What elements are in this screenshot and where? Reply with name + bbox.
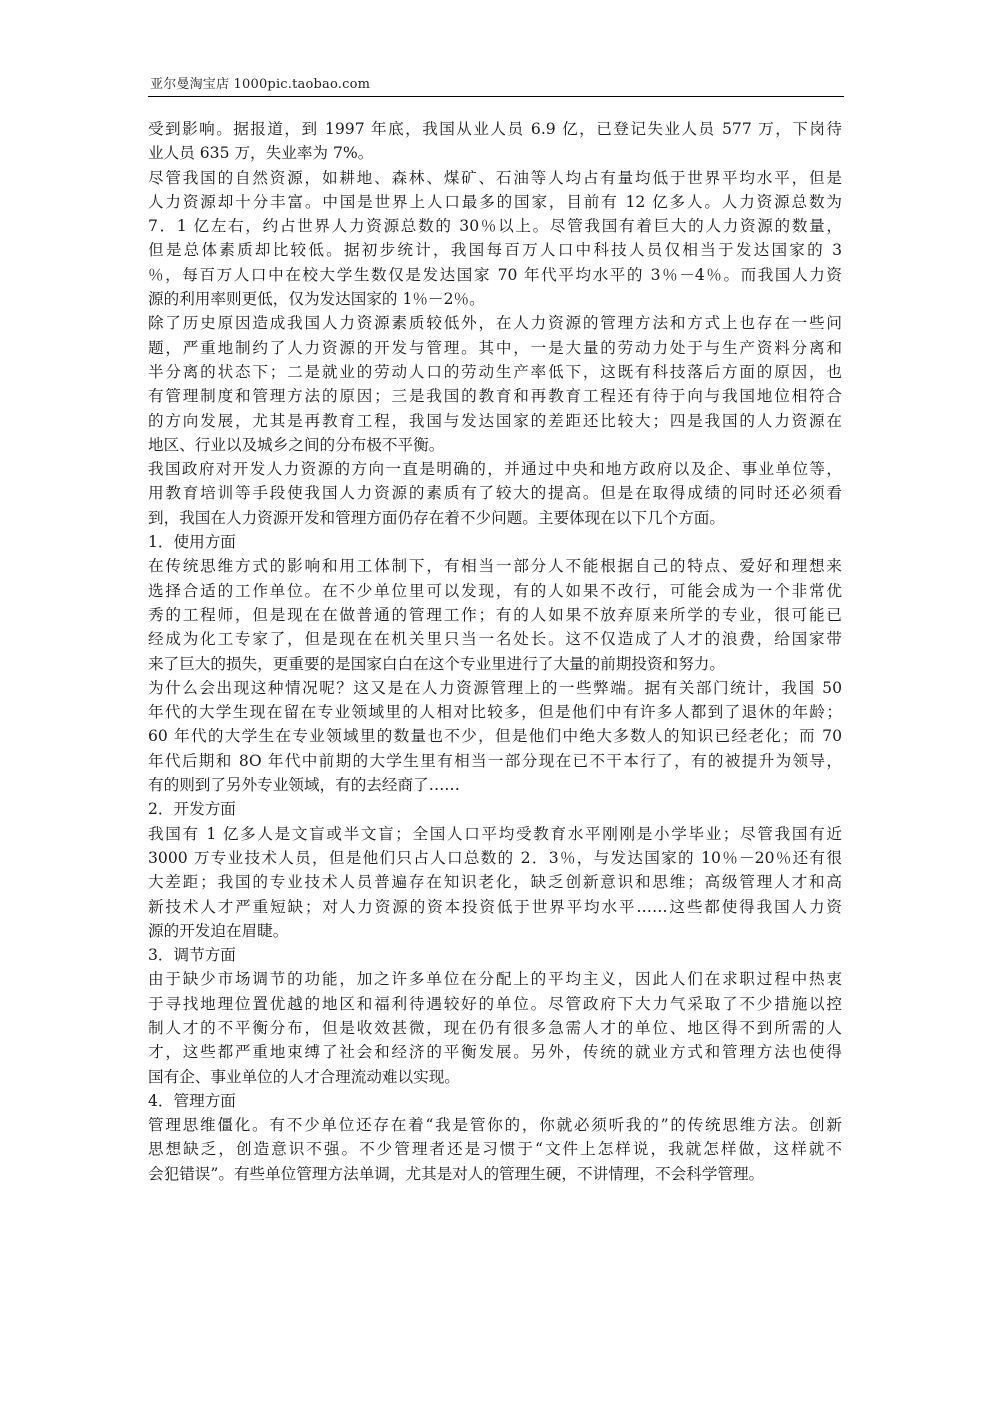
text-line: 思想缺乏，创造意识不强。不少管理者还是习惯于“文件上怎样说，我就怎样做，这样就不 [148,1140,842,1159]
text-line: 4．管理方面 [148,1091,236,1110]
text-line: 年代的大学生现在留在专业领域里的人相对比较多，但是他们中有许多人都到了退休的年龄； [148,703,842,722]
text-line: 有管理制度和管理方法的原因；三是我国的教育和再教育工程还有待于向与我国地位相符合 [148,387,842,406]
text-line: 地区、行业以及城乡之间的分布极不平衡。 [148,435,445,454]
paragraph [148,967,842,1088]
section-heading [148,1089,842,1113]
text-line: 制人才的不平衡分布，但是收效甚微，现在仍有很多急需人才的单位、地区得不到所需的人 [148,1018,842,1037]
text-line: 秀的工程师，但是现在在做普通的管理工作；有的人如果不放弃原来所学的专业，很可能已 [148,605,842,624]
text-line: 我国有 1 亿多人是文盲或半文盲；全国人口平均受教育水平刚刚是小学毕业；尽管我国有近 [148,824,842,843]
text-line: 3．调节方面 [148,946,236,965]
text-line: 3000 万专业技术人员，但是他们只占人口总数的 2．3％，与发达国家的 10％－20％还有很 [148,848,842,867]
text-line: 年代后期和 8O 年代中前期的大学生里有相当一部分现在已不干本行了，有的被提升为领导， [148,751,842,770]
text-line: 才，这些都严重地束缚了社会和经济的平衡发展。另外，传统的就业方式和管理方法也使得 [148,1043,842,1062]
section-heading [148,797,842,821]
text-line: 用教育培训等手段使我国人力资源的素质有了较大的提高。但是在取得成绩的同时还必须看 [148,484,842,503]
text-line: 业人员 635 万，失业率为 7%。 [148,144,374,163]
text-line: 7．1 亿左右，约占世界人力资源总数的 30％以上。尽管我国有着巨大的人力资源的数量， [148,217,842,236]
document-body [148,117,842,1186]
text-line: 我国政府对开发人力资源的方向一直是明确的，并通过中央和地方政府以及企、事业单位等， [148,460,842,479]
text-line: 大差距；我国的专业技术人员普遍存在知识老化，缺乏创新意识和思维；高级管理人才和高 [148,873,842,892]
text-line: 1．使用方面 [148,533,236,552]
text-line: 由于缺少市场调节的功能，加之许多单位在分配上的平均主义，因此人们在求职过程中热衷 [148,970,842,989]
text-line: 有的则到了另外专业领域，有的去经商了…… [148,776,460,795]
text-line: 尽管我国的自然资源，如耕地、森林、煤矿、石油等人均占有量均低于世界平均水平，但是 [148,168,842,187]
text-line: 题，严重地制约了人力资源的开发与管理。其中，一是大量的劳动力处于与生产资料分离和 [148,338,842,357]
text-line: 2．开发方面 [148,800,236,819]
text-line: 在传统思维方式的影响和用工体制下，有相当一部分人不能根据自己的特点、爱好和理想来 [148,557,842,576]
text-line: 来了巨大的损失，更重要的是国家白白在这个专业里进行了大量的前期投资和努力。 [148,654,725,673]
text-line: 新技术人才严重短缺；对人力资源的资本投资低于世界平均水平……这些都使得我国人力资 [148,897,842,916]
text-line: 60 年代的大学生在专业领域里的数量也不少，但是他们中绝大多数人的知识已经老化；而 70 [148,727,842,746]
paragraph [148,1113,842,1186]
paragraph [148,457,842,530]
page-header [148,72,844,97]
text-line: 国有企、事业单位的人才合理流动难以实现。 [148,1067,460,1086]
text-line: 管理思维僵化。有不少单位还存在着“我是管你的，你就必须听我的”的传统思维方法。创新 [148,1116,842,1135]
section-heading [148,943,842,967]
text-line: 的方向发展，尤其是再教育工程，我国与发达国家的差距还比较大；四是我国的人力资源在 [148,411,842,430]
paragraph [148,822,842,943]
paragraph [148,117,842,166]
text-line: 选择合适的工作单位。在不少单位里可以发现，有的人如果不改行，可能会成为一个非常优 [148,581,842,600]
text-line: 于寻找地理位置优越的地区和福利待遇较好的单位。尽管政府下大力气采取了不少措施以控 [148,994,842,1013]
text-line: 经成为化工专家了，但是现在在机关里只当一名处长。这不仅造成了人才的浪费，给国家带 [148,630,842,649]
paragraph [148,311,842,457]
paragraph [148,554,842,675]
text-line: 源的开发迫在眉睫。 [148,921,289,940]
text-line: 会犯错误”。有些单位管理方法单调，尤其是对人的管理生硬，不讲情理，不会科学管理。 [148,1164,765,1183]
text-line: 为什么会出现这种情况呢？这又是在人力资源管理上的一些弊端。据有关部门统计，我国 50 [148,678,842,697]
text-line: 受到影响。据报道，到 1997 年底，我国从业人员 6.9 亿，已登记失业人员 577 万，下岗待 [148,120,842,138]
text-line: 但是总体素质却比较低。据初步统计，我国每百万人口中科技人员仅相当于发达国家的 3 [148,241,842,260]
text-line: 到，我国在人力资源开发和管理方面仍存在着不少问题。主要体现在以下几个方面。 [148,508,725,527]
header-text: 亚尔曼淘宝店 1000pic.taobao.com [150,77,371,92]
text-line: 人力资源却十分丰富。中国是世界上人口最多的国家，目前有 12 亿多人。人力资源总数为 [148,192,842,211]
text-line: 源的利用率则更低，仅为发达国家的 1％－2％。 [148,290,485,309]
text-line: ％，每百万人口中在校大学生数仅是发达国家 70 年代平均水平的 3％－4％。而我国人力资 [148,265,842,284]
section-heading [148,530,842,554]
paragraph [148,676,842,797]
text-line: 半分离的状态下；二是就业的劳动人口的劳动生产率低下，这既有科技落后方面的原因，也 [148,362,842,381]
paragraph [148,166,842,312]
text-line: 除了历史原因造成我国人力资源素质较低外，在人力资源的管理方法和方式上也存在一些问 [148,314,842,333]
